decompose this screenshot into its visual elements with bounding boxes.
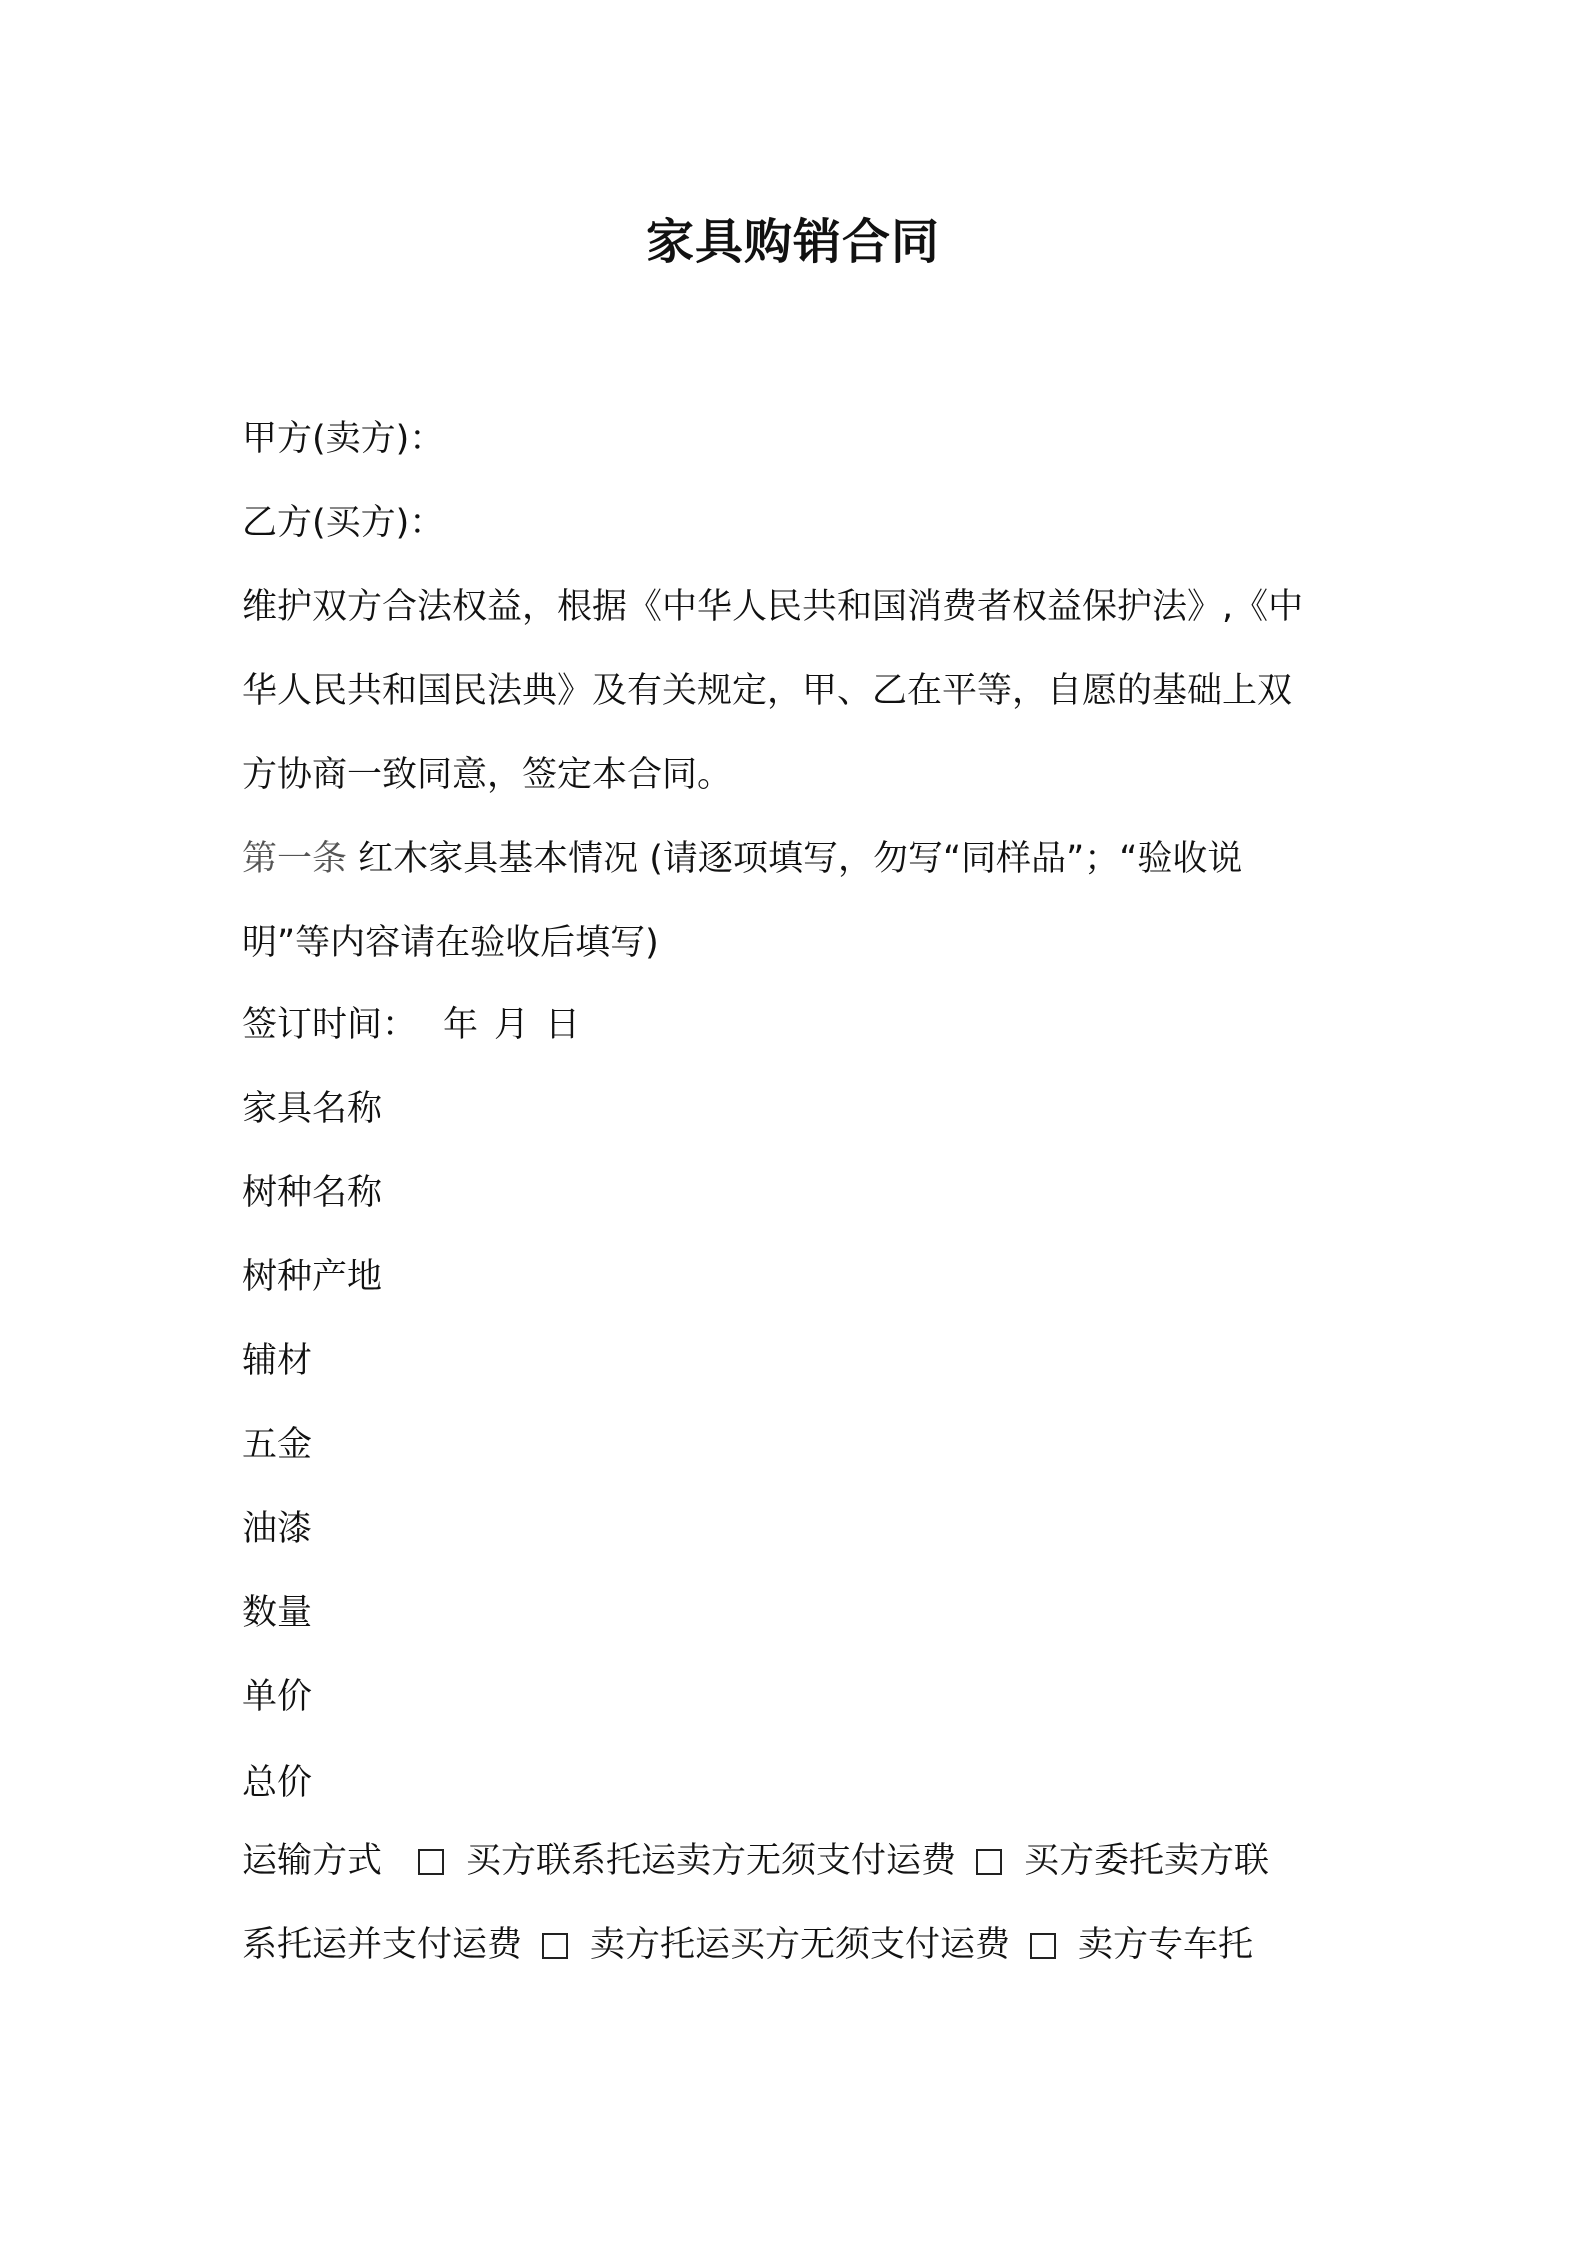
transport-row-1 xyxy=(242,1838,1269,1884)
transport-option-1-checkbox[interactable] xyxy=(418,1849,444,1875)
field-furniture-name: 家具名称 xyxy=(242,1089,383,1129)
field-quantity: 数量 xyxy=(242,1593,313,1633)
sign-date-month: 月 xyxy=(494,1005,530,1045)
transport-option-2-label-part2: 系托运并支付运费 xyxy=(242,1925,523,1965)
transport-option-4-checkbox[interactable] xyxy=(1030,1933,1056,1959)
party-a-label: 甲方(卖方)： xyxy=(242,419,445,459)
transport-option-2-checkbox[interactable] xyxy=(976,1849,1002,1875)
transport-option-3-checkbox[interactable] xyxy=(542,1933,568,1959)
sign-date-year: 年 xyxy=(443,1005,479,1045)
transport-option-2-label-part1: 买方委托卖方联 xyxy=(1024,1841,1270,1881)
intro-line-3: 方协商一致同意，签定本合同。 xyxy=(242,755,733,795)
field-unit-price: 单价 xyxy=(242,1677,313,1717)
transport-row-2 xyxy=(242,1922,1253,1968)
clause-1-label: 第一条 xyxy=(242,839,348,879)
field-wood-species: 树种名称 xyxy=(242,1173,383,1213)
transport-option-1-label: 买方联系托运卖方无须支付运费 xyxy=(466,1841,957,1881)
intro-line-1: 维护双方合法权益，根据《中华人民共和国消费者权益保护法》,《中 xyxy=(242,587,1304,627)
page-title: 家具购销合同 xyxy=(645,214,940,270)
field-total-price: 总价 xyxy=(242,1763,313,1803)
clause-1-text-2: 明”等内容请在验收后填写) xyxy=(242,923,659,963)
field-paint: 油漆 xyxy=(242,1509,313,1549)
sign-date-label: 签订时间： xyxy=(242,1005,418,1045)
sign-date-row xyxy=(242,1002,580,1048)
field-hardware: 五金 xyxy=(242,1425,313,1465)
transport-label: 运输方式 xyxy=(242,1841,383,1881)
party-b-label: 乙方(买方)： xyxy=(242,503,445,543)
clause-1-line-1 xyxy=(242,836,1242,882)
clause-1-text-1: 红木家具基本情况 (请逐项填写，勿写“同样品”；“验收说 xyxy=(358,839,1243,879)
sign-date-day: 日 xyxy=(545,1005,581,1045)
intro-line-2: 华人民共和国民法典》及有关规定，甲、乙在平等，自愿的基础上双 xyxy=(242,671,1293,711)
transport-option-4-label-part1: 卖方专车托 xyxy=(1078,1925,1254,1965)
transport-option-3-label: 卖方托运买方无须支付运费 xyxy=(590,1925,1011,1965)
field-wood-origin: 树种产地 xyxy=(242,1257,383,1297)
field-auxiliary-material: 辅材 xyxy=(242,1341,313,1381)
